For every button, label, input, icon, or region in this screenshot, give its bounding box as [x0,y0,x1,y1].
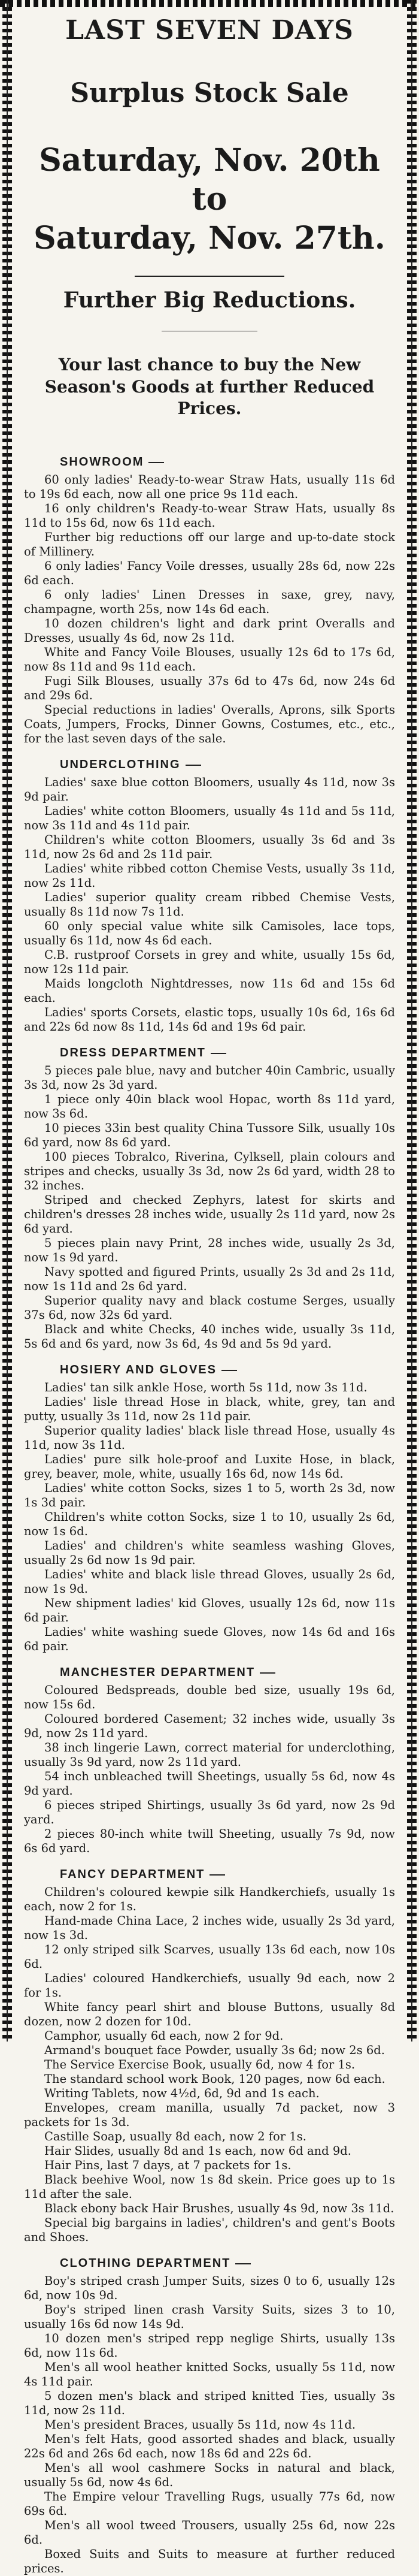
list-item: 100 pieces Tobralco, Riverina, Cylksell, plain colours and stripes and checks, usually 3s 3d, now 2s 6d yard, width 28 to 32 inches. [24,1150,395,1193]
section-title-dash [221,1370,237,1371]
further-reductions-heading: Further Big Reductions. [63,288,356,313]
list-item: Boxed Suits and Suits to measure at further reduced prices. [24,2547,395,2576]
list-item: Envelopes, cream manilla, usually 7d packet, now 3 packets for 1s 3d. [24,2101,395,2130]
list-item: Striped and checked Zephyrs, latest for skirts and children's dresses 28 inches wide, usually 2s 11d yard, now 2s 6d yard. [24,1193,395,1236]
list-item: 6 only ladies' Fancy Voile dresses, usually 28s 6d, now 22s 6d each. [24,559,395,588]
department-section [24,1868,395,2245]
list-item: Children's white cotton Socks, size 1 to 10, usually 2s 6d, now 1s 6d. [24,1510,395,1539]
list-item: 5 pieces pale blue, navy and butcher 40in Cambric, usually 3s 3d, now 2s 3d yard. [24,1064,395,1092]
list-item: The Service Exercise Book, usually 6d, now 4 for 1s. [44,2058,356,2072]
list-item: C.B. rustproof Corsets in grey and white, usually 15s 6d, now 12s 11d pair. [24,948,395,977]
sale-title: Surplus Stock Sale [70,77,349,108]
section-title-text: SHOWROOM [60,455,144,469]
section-title-dash [148,462,164,463]
list-item: 6 only ladies' Linen Dresses in saxe, grey, navy, champagne, worth 25s, now 14s 6d each. [24,588,395,617]
list-item: 1 piece only 40in black wool Hopac, worth 8s 11d yard, now 3s 6d. [24,1092,395,1121]
section-title-dash [260,1672,275,1674]
department-section [24,2257,395,2576]
section-title [60,455,395,469]
list-item: White fancy pearl shirt and blouse Buttons, usually 8d dozen, now 2 dozen for 10d. [24,2000,395,2029]
list-item: Men's all wool tweed Trousers, usually 25s 6d, now 22s 6d. [24,2518,395,2547]
list-item: 2 pieces 80-inch white twill Sheeting, usually 7s 9d, now 6s 6d yard. [24,1827,395,1856]
list-item: Hand-made China Lace, 2 inches wide, usually 2s 3d yard, now 1s 3d. [24,1914,395,1943]
list-item: Ladies' saxe blue cotton Bloomers, usually 4s 11d, now 3s 9d pair. [24,775,395,804]
list-item: Men's all wool cashmere Socks in natural and black, usually 5s 6d, now 4s 6d. [24,2461,395,2490]
section-title [60,1666,395,1680]
section-title-text: HOSIERY AND GLOVES [60,1363,217,1377]
list-item: Ladies' superior quality cream ribbed Chemise Vests, usually 8s 11d now 7s 11d. [24,890,395,919]
item-list [24,1885,395,2245]
section-title-dash [211,1053,226,1054]
list-item: 5 pieces plain navy Print, 28 inches wide, usually 2s 3d, now 1s 9d yard. [24,1236,395,1265]
list-item: 5 dozen men's black and striped knitted Ties, usually 3s 11d, now 2s 11d. [24,2389,395,2418]
list-item: Boy's striped linen crash Varsity Suits, sizes 3 to 10, usually 16s 6d now 14s 9d. [24,2303,395,2332]
list-item: Ladies' and children's white seamless washing Gloves, usually 2s 6d now 1s 9d pair. [24,1539,395,1568]
list-item: Black and white Checks, 40 inches wide, usually 3s 11d, 5s 6d and 6s yard, now 3s 6d, 4s 9d and 5s 9d yard. [24,1322,395,1351]
list-item: New shipment ladies' kid Gloves, usually 12s 6d, now 11s 6d pair. [24,1596,395,1625]
department-section [24,1046,395,1351]
section-title-dash [186,765,201,766]
date-connector: to [192,181,227,218]
list-item: Men's all wool heather knitted Socks, usually 5s 11d, now 4s 11d pair. [24,2360,395,2389]
list-item: The Empire velour Travelling Rugs, usually 77s 6d, now 69s 6d. [24,2490,395,2518]
left-border-decoration [2,0,12,2042]
list-item: Writing Tablets, now 4½d, 6d, 9d and 1s each. [44,2086,320,2101]
start-date: Saturday, Nov. 20th [39,142,380,179]
list-item: Ladies' sports Corsets, elastic tops, usually 10s 6d, 16s 6d and 22s 6d now 8s 11d, 14s 6d and 19s 6d pair. [24,1005,395,1034]
department-section [24,455,395,746]
list-item: Armand's bouquet face Powder, usually 3s 6d; now 2s 6d. [44,2043,385,2058]
top-border-decoration [0,0,419,7]
list-item: Ladies' tan silk ankle Hose, worth 5s 11d, now 3s 11d. [44,1381,368,1395]
list-item: The standard school work Book, 120 pages, now 6d each. [44,2072,385,2086]
list-item: Maids longcloth Nightdresses, now 11s 6d and 15s 6d each. [24,977,395,1005]
department-section [24,1363,395,1654]
list-item: 16 only children's Ready-to-wear Straw Hats, usually 8s 11d to 15s 6d, now 6s 11d each. [24,502,395,530]
list-item: Ladies' white cotton Socks, sizes 1 to 5, worth 2s 3d, now 1s 3d pair. [24,1481,395,1510]
divider-rule [135,276,284,277]
list-item: Hair Pins, last 7 days, at 7 packets for 1s. [44,2158,292,2173]
advertisement-body [24,11,395,2576]
list-item: 12 only striped silk Scarves, usually 13s 6d each, now 10s 6d. [24,1943,395,1971]
list-item: Ladies' pure silk hole-proof and Luxite Hose, in black, grey, beaver, mole, white, usually 16s 6d, now 14s 6d. [24,1452,395,1481]
list-item: Boy's striped crash Jumper Suits, sizes 0 to 6, usually 12s 6d, now 10s 9d. [24,2274,395,2303]
list-item: White and Fancy Voile Blouses, usually 12s 6d to 17s 6d, now 8s 11d and 9s 11d each. [24,645,395,674]
list-item: Navy spotted and figured Prints, usually 2s 3d and 2s 11d, now 1s 11d and 2s 6d yard. [24,1265,395,1294]
list-item: Castille Soap, usually 8d each, now 2 for 1s. [44,2130,306,2144]
list-item: Ladies' lisle thread Hose in black, white, grey, tan and putty, usually 3s 11d, now 2s 11d pair. [24,1395,395,1424]
list-item: 10 pieces 33in best quality China Tussore Silk, usually 10s 6d yard, now 8s 6d yard. [24,1121,395,1150]
section-title-text: UNDERCLOTHING [60,758,181,772]
list-item: Children's coloured kewpie silk Handkerchiefs, usually 1s each, now 2 for 1s. [24,1885,395,1914]
item-list [24,1381,395,1654]
item-list [24,775,395,1034]
list-item: Special big bargains in ladies', children's and gent's Boots and Shoes. [24,2216,395,2245]
list-item: Black beehive Wool, now 1s 8d skein. Price goes up to 1s 11d after the sale. [24,2173,395,2201]
list-item: 6 pieces striped Shirtings, usually 3s 6d yard, now 2s 9d yard. [24,1798,395,1827]
list-item: 54 inch unbleached twill Sheetings, usually 5s 6d, now 4s 9d yard. [24,1769,395,1798]
department-section [24,758,395,1034]
list-item: Ladies' white cotton Bloomers, usually 4s 11d and 5s 11d, now 3s 11d and 4s 11d pair. [24,804,395,833]
list-item: Camphor, usually 6d each, now 2 for 9d. [44,2029,284,2043]
item-list [24,1064,395,1351]
list-item: Ladies' white washing suede Gloves, now 14s 6d and 16s 6d pair. [24,1625,395,1654]
section-title-dash [235,2263,251,2264]
list-item: Black ebony back Hair Brushes, usually 4s 9d, now 3s 11d. [44,2201,394,2216]
list-item: Coloured bordered Casement; 32 inches wide, usually 3s 9d, now 2s 11d yard. [24,1712,395,1741]
section-title [60,1046,395,1060]
section-title [60,1868,395,1882]
section-title-text: DRESS DEPARTMENT [60,1046,206,1060]
list-item: Superior quality navy and black costume Serges, usually 37s 6d, now 32s 6d yard. [24,1294,395,1322]
list-item: Ladies' coloured Handkerchiefs, usually 9d each, now 2 for 1s. [24,1971,395,2000]
list-item: Men's president Braces, usually 5s 11d, now 4s 11d. [44,2418,356,2432]
section-title [60,1363,395,1377]
intro-text: Your last chance to buy the New Season's Goods at further Reduced Prices. [44,355,375,418]
list-item: Fugi Silk Blouses, usually 37s 6d to 47s 6d, now 24s 6d and 29s 6d. [24,674,395,703]
list-item: Coloured Bedspreads, double bed size, usually 19s 6d, now 15s 6d. [24,1683,395,1712]
section-title [60,2257,395,2270]
department-section [24,1666,395,1856]
headline: LAST SEVEN DAYS [65,15,354,46]
item-list [24,473,395,746]
list-item: Further big reductions off our large and up-to-date stock of Millinery. [24,530,395,559]
department-sections [24,455,395,2576]
list-item: Ladies' white and black lisle thread Gloves, usually 2s 6d, now 1s 9d. [24,1568,395,1596]
list-item: 10 dozen men's striped repp neglige Shirts, usually 13s 6d, now 11s 6d. [24,2332,395,2360]
list-item: 60 only special value white silk Camisoles, lace tops, usually 6s 11d, now 4s 6d each. [24,919,395,948]
item-list [24,1683,395,1856]
section-title-text: MANCHESTER DEPARTMENT [60,1666,256,1680]
list-item: 38 inch lingerie Lawn, correct material for underclothing, usually 3s 9d yard, now 2s 11d yard. [24,1741,395,1769]
item-list [24,2274,395,2576]
section-title-dash [210,1874,225,1876]
section-title-text: FANCY DEPARTMENT [60,1868,205,1882]
list-item: Hair Slides, usually 8d and 1s each, now 6d and 9d. [44,2144,351,2158]
end-date: Saturday, Nov. 27th. [34,220,385,257]
list-item: Superior quality ladies' black lisle thread Hose, usually 4s 11d, now 3s 11d. [24,1424,395,1452]
list-item: 60 only ladies' Ready-to-wear Straw Hats, usually 11s 6d to 19s 6d each, now all one price 9s 11d each. [24,473,395,502]
right-border-decoration [407,0,417,2042]
section-title [60,758,395,772]
list-item: Ladies' white ribbed cotton Chemise Vests, usually 3s 11d, now 2s 11d. [24,862,395,890]
list-item: 10 dozen children's light and dark print Overalls and Dresses, usually 4s 6d, now 2s 11d. [24,617,395,645]
list-item: Men's felt Hats, good assorted shades and black, usually 22s 6d and 26s 6d each, now 18s 6d and 22s 6d. [24,2432,395,2461]
list-item: Children's white cotton Bloomers, usually 3s 6d and 3s 11d, now 2s 6d and 2s 11d pair. [24,833,395,862]
section-title-text: CLOTHING DEPARTMENT [60,2257,231,2270]
list-item: Special reductions in ladies' Overalls, Aprons, silk Sports Coats, Jumpers, Frocks, Dinner Gowns, Costumes, etc., etc., for the last seven days of the sale. [24,703,395,746]
